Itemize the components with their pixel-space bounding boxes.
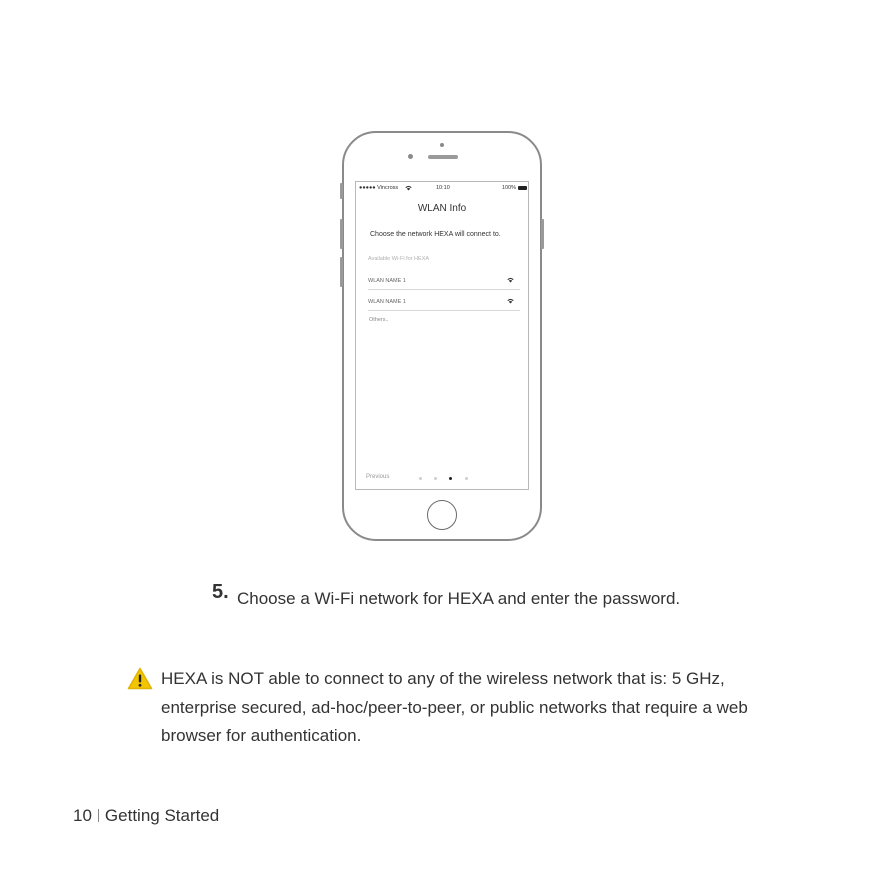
others-option[interactable]: Others.. [369, 317, 389, 323]
page-dot-active [449, 477, 452, 480]
previous-button[interactable]: Previous [366, 474, 390, 480]
network-list-item[interactable] [368, 290, 520, 311]
page-dot [419, 477, 422, 480]
wifi-icon [507, 277, 514, 283]
phone-speaker [428, 155, 458, 159]
status-time: 10:10 [436, 185, 450, 191]
section-title: Getting Started [104, 806, 220, 825]
phone-sensor [408, 154, 413, 159]
phone-side-button [340, 183, 343, 199]
section-label: Available Wi-Fi for HEXA [368, 256, 430, 262]
network-list-item[interactable] [368, 269, 520, 290]
phone-power-button [541, 219, 544, 249]
phone-volume-up-button [340, 219, 343, 249]
status-wifi-icon [405, 185, 412, 191]
page-dot [434, 477, 437, 480]
screen-title: WLAN Info [417, 203, 467, 214]
wifi-icon [507, 298, 514, 304]
page-number: 10 [73, 806, 92, 825]
page-dot [465, 477, 468, 480]
step-number: 5. [212, 581, 229, 603]
screen-prompt: Choose the network HEXA will connect to. [370, 231, 501, 238]
phone-home-button [427, 500, 457, 530]
footer-divider [98, 809, 99, 822]
step-text: Choose a Wi-Fi network for HEXA and enter the password. [237, 589, 681, 608]
warning-text: HEXA is NOT able to connect to any of the wireless network that is: 5 GHz, enterprise secured, ad-hoc/peer-to-peer, or public networks that require a web browser for authentication. [161, 669, 748, 745]
page-footer [73, 806, 219, 826]
warning-icon [127, 667, 153, 690]
phone-camera [440, 143, 444, 147]
network-name: WLAN NAME 1 [368, 299, 406, 305]
phone-volume-down-button [340, 257, 343, 287]
battery-icon [518, 186, 527, 190]
status-carrier: ●●●●● Vincross [359, 185, 399, 191]
network-name: WLAN NAME 1 [368, 278, 406, 284]
phone-screen [355, 181, 529, 490]
status-battery-percent: 100% [502, 185, 517, 191]
